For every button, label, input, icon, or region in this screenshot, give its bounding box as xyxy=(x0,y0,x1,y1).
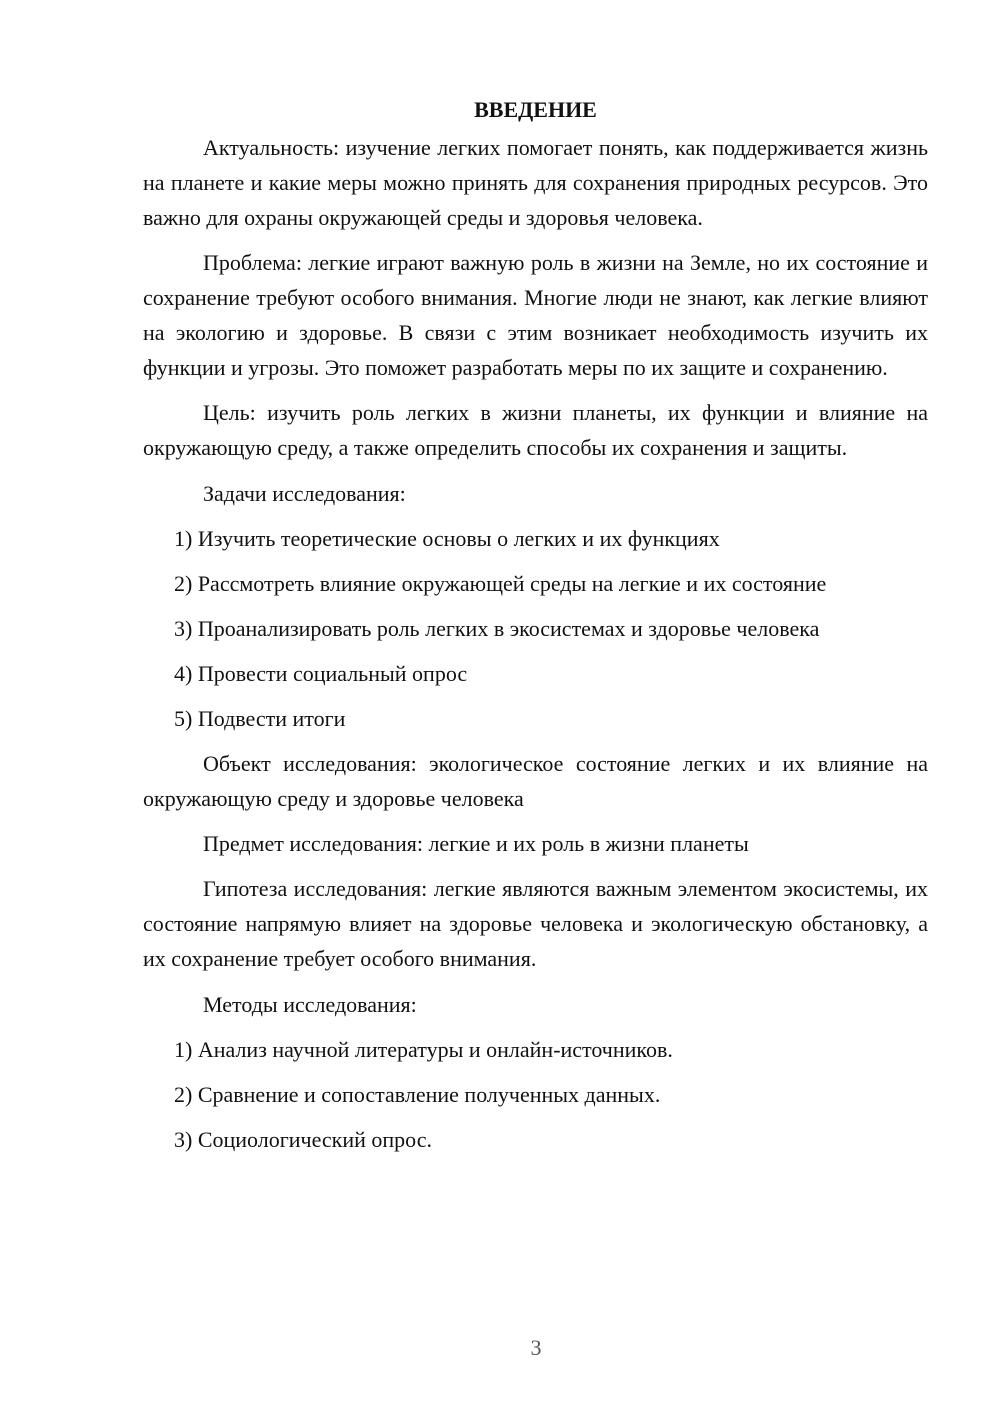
relevance-paragraph: Актуальность: изучение легких помогает понять, как поддерживается жизнь на планете и какие меры можно принять для сохранения природных ресурсов. Это важно для охраны окружающей среды и здоровья человека. xyxy=(143,135,928,230)
tasks-list xyxy=(143,521,928,736)
method-item-3: 3) Социологический опрос. xyxy=(174,1127,432,1152)
page-title: ВВЕДЕНИЕ xyxy=(474,97,597,122)
hypothesis-paragraph: Гипотеза исследования: легкие являются важным элементом экосистемы, их состояние напрямую влияет на здоровье человека и экологическую обстановку, а их сохранение требует особого внимания. xyxy=(143,876,928,971)
problem-paragraph: Проблема: легкие играют важную роль в жизни на Земле, но их состояние и сохранение требуют особого внимания. Многие люди не знают, как легкие влияют на экологию и здоровье. В связи с этим возникает необходимость изучить их функции и угрозы. Это поможет разработать меры по их защите и сохранению. xyxy=(143,250,928,380)
task-item-5: 5) Подвести итоги xyxy=(174,706,346,731)
page-content xyxy=(143,92,928,1157)
task-item-3: 3) Проанализировать роль легких в экосистемах и здоровье человека xyxy=(174,616,820,641)
object-paragraph: Объект исследования: экологическое состояние легких и их влияние на окружающую среду и здоровье человека xyxy=(143,751,928,811)
task-item-1: 1) Изучить теоретические основы о легких и их функциях xyxy=(174,526,720,551)
method-item-2: 2) Сравнение и сопоставление полученных данных. xyxy=(174,1082,661,1107)
subject-paragraph: Предмет исследования: легкие и их роль в жизни планеты xyxy=(203,831,749,856)
goal-paragraph: Цель: изучить роль легких в жизни планеты, их функции и влияние на окружающую среду, а также определить способы их сохранения и защиты. xyxy=(143,400,928,460)
tasks-heading: Задачи исследования: xyxy=(203,481,406,506)
methods-heading: Методы исследования: xyxy=(203,992,417,1017)
page-number: 3 xyxy=(530,1335,542,1360)
task-item-4: 4) Провести социальный опрос xyxy=(174,661,468,686)
methods-list xyxy=(143,1032,928,1157)
task-item-2: 2) Рассмотреть влияние окружающей среды на легкие и их состояние xyxy=(174,571,827,596)
method-item-1: 1) Анализ научной литературы и онлайн-источников. xyxy=(174,1037,673,1062)
